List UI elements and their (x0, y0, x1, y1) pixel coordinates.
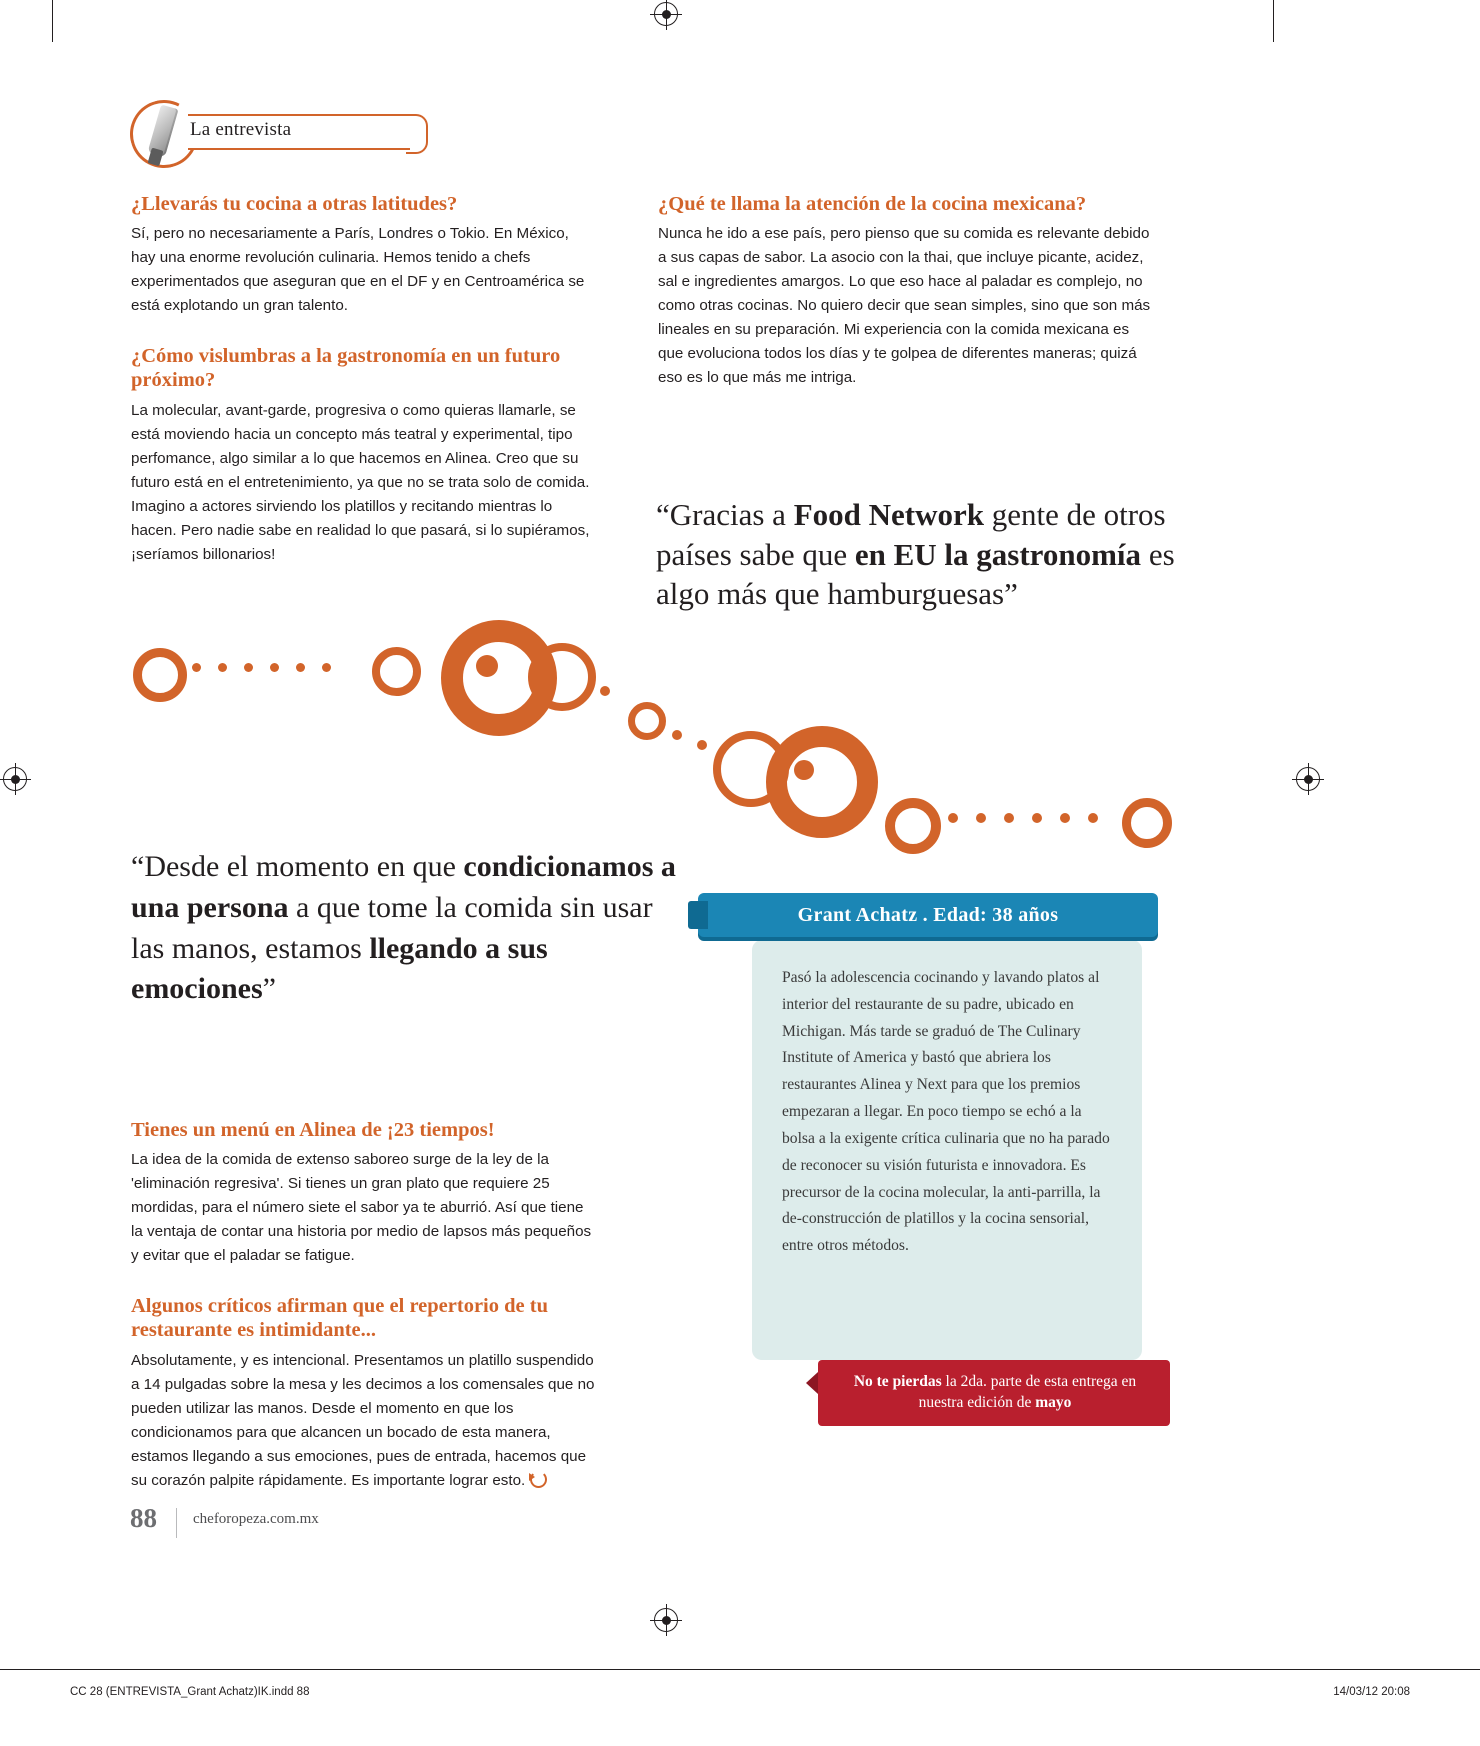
site-url: cheforopeza.com.mx (193, 1511, 319, 1527)
pull-quote-bottom-part3: ” (262, 972, 276, 1006)
deco-dot (600, 686, 610, 696)
answer-text: La idea de la comida de extenso saboreo surge de la ley de la 'eliminación regresiva'. Si tienes un gran plato que requiere 25 mordidas, para el número siete el sabor ya te aburrió. Así que tiene la ventaja de contar una historia por medio de lapsos más pequeños y evitar que el paladar se fatigue. (131, 1151, 592, 1265)
deco-ring (885, 798, 941, 854)
next-issue-middle: la 2da. parte de esta entrega en nuestra edición de (918, 1373, 1137, 1412)
answer-text (131, 1349, 596, 1493)
lower-left-column (131, 1118, 596, 1519)
pull-quote-top-bold1: Food Network (793, 497, 984, 532)
section-flag (128, 96, 448, 166)
question-heading: ¿Qué te llama la atención de la cocina mexicana? (658, 193, 1087, 215)
pull-quote-bottom (131, 847, 691, 1010)
pull-quote-bottom-part1: “Desde el momento en que (131, 850, 464, 883)
question-heading: ¿Cómo vislumbras a la gastronomía en un futuro próximo? (131, 345, 561, 392)
deco-dot (1060, 813, 1070, 823)
pull-quote-top-part2: gente de otros países sabe que (656, 497, 1166, 572)
deco-dot (322, 663, 331, 672)
left-column (131, 192, 591, 593)
deco-ring-large (766, 726, 878, 838)
deco-dot (948, 813, 958, 823)
question-heading: ¿Llevarás tu cocina a otras latitudes? (131, 193, 458, 215)
deco-dot (270, 663, 279, 672)
deco-ring (1122, 798, 1172, 848)
profile-name-label: Grant Achatz . Edad: 38 años (797, 904, 1059, 926)
pull-quote-top-part1: “Gracias a (656, 497, 794, 532)
deco-dot (794, 760, 814, 780)
deco-dot (976, 813, 986, 823)
next-issue-text (840, 1371, 1150, 1414)
end-mark-icon (530, 1471, 547, 1488)
deco-dot (1004, 813, 1014, 823)
deco-dot (672, 730, 682, 740)
print-timestamp: 14/03/12 20:08 (1333, 1686, 1410, 1698)
deco-dot (192, 663, 201, 672)
deco-dot (218, 663, 227, 672)
section-label: La entrevista (190, 119, 292, 140)
next-issue-banner (818, 1360, 1170, 1426)
file-info: CC 28 (ENTREVISTA_Grant Achatz)IK.indd 88 (70, 1686, 310, 1698)
deco-ring-large (441, 620, 557, 736)
right-column (658, 192, 1158, 416)
next-issue-bold-tail: mayo (1035, 1394, 1072, 1412)
folio-divider (176, 1508, 177, 1538)
profile-bio-text: Pasó la adolescencia cocinando y lavando platos al interior del restaurante de su padre, ubicado en Michigan. Más tarde se graduó de The Culinary Institute of America y bastó que abriera los restaurantes Alinea y Next para que los premios empezaran a llegar. En poco tiempo se echó a la bolsa a la exigente crítica culinaria que no ha parado de reconocer su visión futurista e innovadora. Es precursor de la cocina molecular, la anti-parrilla, la de-construcción de platillos y la cocina sensorial, entre otros métodos. (782, 969, 1110, 1255)
registration-mark (654, 1608, 678, 1632)
profile-name-tab (698, 893, 1158, 937)
question-heading: Tienes un menú en Alinea de ¡23 tiempos! (131, 1119, 495, 1141)
deco-dot (1088, 813, 1098, 823)
deco-dot (1032, 813, 1042, 823)
crop-mark (1273, 0, 1274, 42)
deco-dot (244, 663, 253, 672)
page-number: 88 (130, 1503, 157, 1533)
deco-ring (133, 648, 187, 702)
answer-text: Sí, pero no necesariamente a París, Londres o Tokio. En México, hay una enorme revolución culinaria. Hemos tenido a chefs experimentados que aseguran que en el DF y en Centroamérica se está explotando un gran talento. (131, 225, 585, 315)
pull-quote-bottom-bold2: llegando a sus emociones (131, 931, 548, 1006)
deco-ring (372, 647, 421, 696)
answer-text: La molecular, avant-garde, progresiva o como quieras llamarle, se está moviendo hacia un concepto más teatral y experimental, tipo perfomance, algo similar a lo que hacemos en Alinea. Creo que su futuro está en el entretenimiento, ya que no se trata solo de comida. Imagino a actores sirviendo los platillos y recitando mientras lo hacen. Pero nadie sabe en realidad lo que pasará, si lo supiéramos, ¡seríamos billonarios! (131, 401, 590, 563)
decorative-circle-trail (0, 620, 1300, 880)
deco-dot (697, 740, 707, 750)
deco-dot (476, 655, 498, 677)
pull-quote-top-part3: es algo más que hamburguesas” (656, 536, 1175, 612)
pull-quote-bottom-bold1: condicionamos a una persona (131, 850, 676, 924)
deco-dot (296, 663, 305, 672)
next-issue-bold-lead: No te pierdas (853, 1373, 942, 1390)
crop-mark (52, 0, 53, 42)
pull-quote-top-bold2: en EU la gastronomía (854, 536, 1142, 572)
deco-ring (628, 702, 666, 740)
footer-divider (0, 1669, 1480, 1670)
question-heading: Algunos críticos afirman que el repertorio de tu restaurante es intimidante... (131, 1295, 548, 1342)
pull-quote-top (656, 495, 1176, 614)
answer-text: Nunca he ido a ese país, pero pienso que su comida es relevante debido a sus capas de sabor. La asocio con la thai, que incluye picante, acidez, sal e ingredientes amargos. Lo que eso hace al paladar es complejo, no como otras cocinas. No quiero decir que sean simples, sino que son más lineales en su preparación. Mi experiencia con la comida mexicana es que evoluciona todos los días y te golpea de diferentes maneras; quizá eso es lo que más me intriga. (658, 225, 1151, 387)
answer-body: Absolutamente, y es intencional. Presentamos un platillo suspendido a 14 pulgadas sobre la mesa y les decimos a los comensales que no pueden utilizar las manos. Desde el momento en que los condicionamos para que alcancen un bocado de esta manera, estamos llegando a sus emociones, pues de entrada, hacemos que su corazón palpite rápidamente. Es importante lograr esto. (131, 1351, 595, 1489)
pull-quote-bottom-part2: a que tome la comida sin usar las manos, estamos (131, 890, 653, 965)
registration-mark (654, 2, 678, 26)
